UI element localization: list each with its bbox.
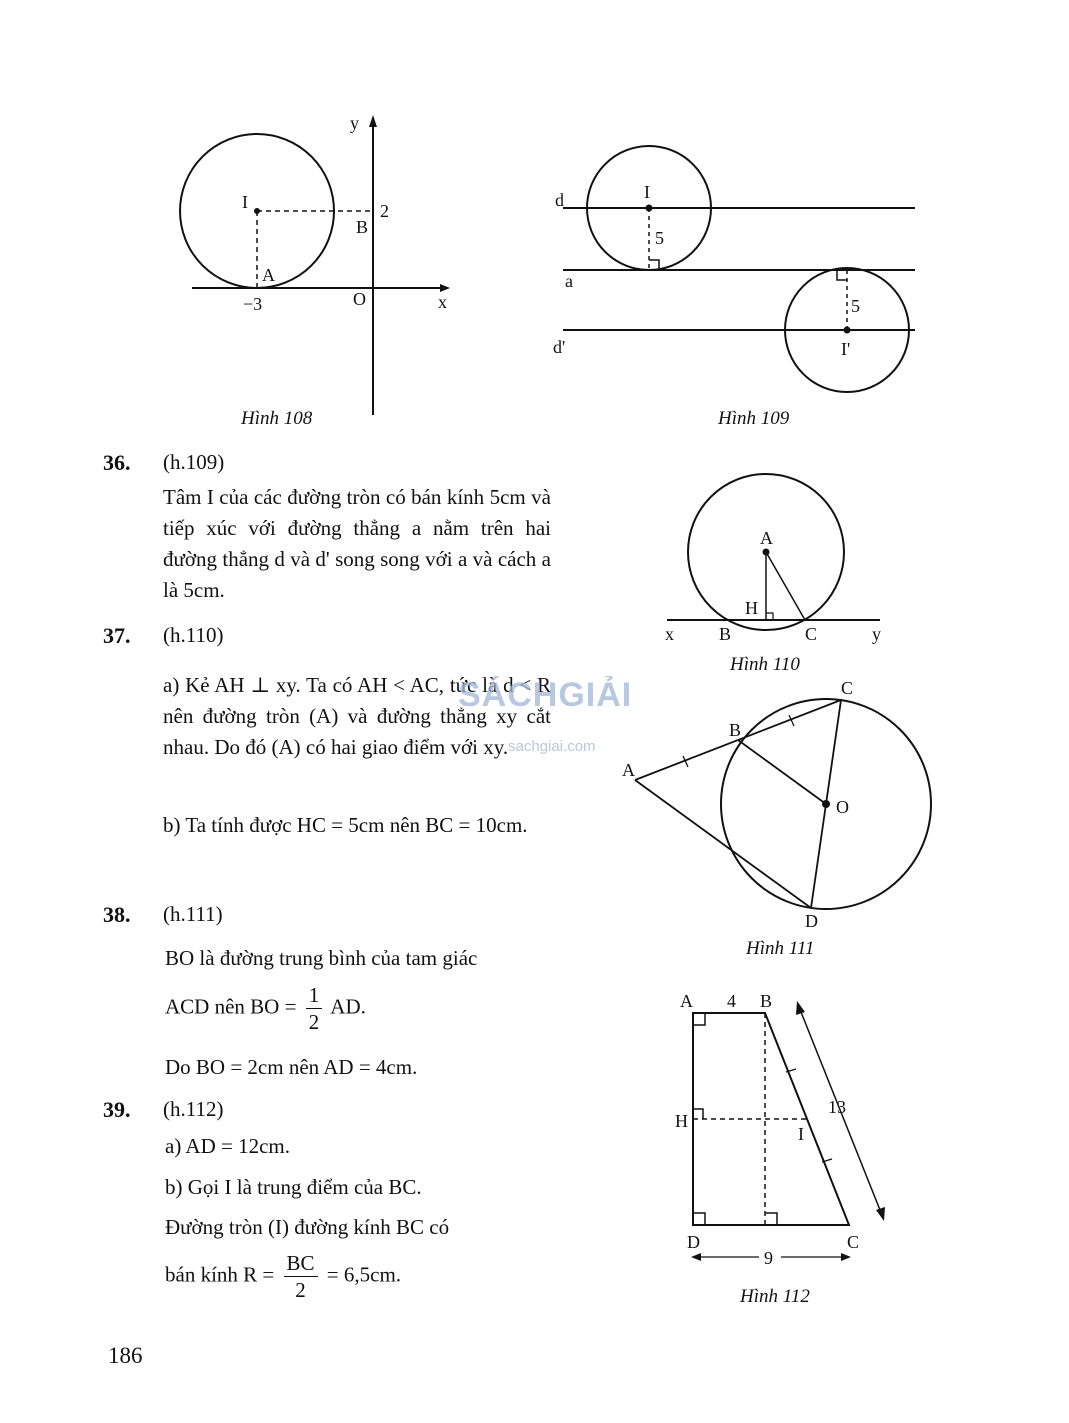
label-5-bottom: 5 [851,296,860,316]
label-O: O [836,797,849,817]
problem-39-line-b: b) Gọi I là trung điểm của BC. [165,1175,422,1199]
fraction-numerator: 1 [306,982,323,1009]
dimension-9-arrow-left [691,1253,701,1261]
problem-39-line-c: Đường tròn (I) đường kính BC có [165,1215,450,1239]
label-C: C [841,678,854,698]
label-B: B [760,991,773,1011]
problem-38-line2-prefix: ACD nên BO = [165,994,297,1019]
problem-37-ref: (h.110) [163,623,224,647]
problem-38-ref: (h.111) [163,902,223,926]
right-angle-H [766,613,773,620]
x-axis-arrow [440,284,450,292]
trapezoid-ABCD [693,1013,849,1225]
y-axis-arrow [369,115,377,127]
segment-AD [635,780,811,908]
dimension-13-arrow-top [796,1001,805,1015]
point-I [254,208,260,214]
problem-39-line-d-suffix: = 6,5cm. [326,1262,402,1287]
problem-36-ref: (h.109) [163,450,225,474]
point-I-prime [844,327,851,334]
label-9: 9 [764,1248,773,1268]
label-O: O [353,289,366,309]
problem-38-line3: Do BO = 2cm nên AD = 4cm. [165,1055,418,1079]
label-D: D [687,1232,700,1252]
figure-h110 [655,470,895,650]
point-O [822,800,830,808]
problem-38-line2-suffix: AD. [330,994,366,1019]
figure-h109 [545,140,930,405]
label-I: I [644,182,650,202]
label-A: A [262,265,275,285]
right-angle-A [693,1013,705,1025]
problem-36-text: Tâm I của các đường tròn có bán kính 5cm và tiếp xúc với đường thẳng a nằm trên hai đường thẳng d và d' song song với a và cách a là 5cm. [163,485,551,602]
figure-h111 [615,675,945,935]
fraction-numerator: BC [284,1250,318,1277]
caption-h111: Hình 111 [746,938,815,959]
fraction-denominator: 2 [295,1278,306,1302]
label-A: A [760,528,773,548]
right-angle-bottom [837,270,847,280]
label-I: I [242,192,248,212]
dimension-13-arrow-bottom [876,1207,885,1221]
label-D: D [805,911,818,931]
figure-h108 [170,105,470,420]
problem-39-line-d [165,1250,401,1303]
label-13: 13 [828,1097,846,1117]
label-A: A [680,991,693,1011]
label-I: I [798,1124,804,1144]
segment-BO [738,740,826,804]
problem-39-line-a: a) AD = 12cm. [165,1134,290,1158]
label-A: A [622,760,635,780]
point-A [763,549,770,556]
label-x: x [438,292,447,312]
watermark-brand: SÁCHGIẢI [458,676,633,714]
label-y: y [350,113,359,133]
problem-38-number: 38. [103,902,131,927]
point-I [646,205,653,212]
right-angle-D [693,1213,705,1225]
problem-36-number: 36. [103,450,131,475]
label-y: y [872,624,881,644]
problem-39-number: 39. [103,1097,131,1122]
label-H: H [745,598,758,618]
label-B: B [729,720,742,740]
dimension-9-arrow-right [841,1253,851,1261]
fraction-one-half [306,982,323,1035]
label-5-top: 5 [655,228,664,248]
label-C: C [847,1232,860,1252]
label-4: 4 [727,991,736,1011]
label-minus3: −3 [243,294,263,314]
label-d: d [555,190,564,210]
label-B: B [356,217,369,237]
caption-h108: Hình 108 [241,408,313,429]
label-2: 2 [380,201,389,221]
figure-h112 [665,985,900,1285]
problem-37-part-a: a) Kẻ AH ⊥ xy. Ta có AH < AC, tức là d < R nên đường tròn (A) và đường thẳng xy cắt nhau. Do đó (A) có hai giao điểm với xy. [163,673,551,759]
watermark-site: sachgiai.com [508,738,596,755]
problem-39-line-d-prefix: bán kính R = [165,1262,275,1287]
label-x: x [665,624,674,644]
problem-38-line2 [165,982,366,1035]
caption-h112: Hình 112 [740,1286,810,1307]
problem-38-line1: BO là đường trung bình của tam giác [165,946,478,970]
label-H: H [675,1111,688,1131]
label-I-prime: I' [841,339,851,359]
caption-h109: Hình 109 [718,408,790,429]
segment-AC [766,552,805,620]
problem-37-part-b: b) Ta tính được HC = 5cm nên BC = 10cm. [163,813,528,837]
fraction-denominator: 2 [308,1010,320,1034]
caption-h110: Hình 110 [730,654,800,675]
right-angle-foot [765,1213,777,1225]
fraction-bc-over-2 [284,1250,318,1303]
label-a: a [565,271,573,291]
page-number: 186 [108,1343,143,1368]
problem-37-number: 37. [103,623,131,648]
label-C: C [805,624,818,644]
problem-39-ref: (h.112) [163,1097,224,1121]
label-d-prime: d' [553,337,566,357]
label-B: B [719,624,732,644]
right-angle-H [693,1109,703,1119]
